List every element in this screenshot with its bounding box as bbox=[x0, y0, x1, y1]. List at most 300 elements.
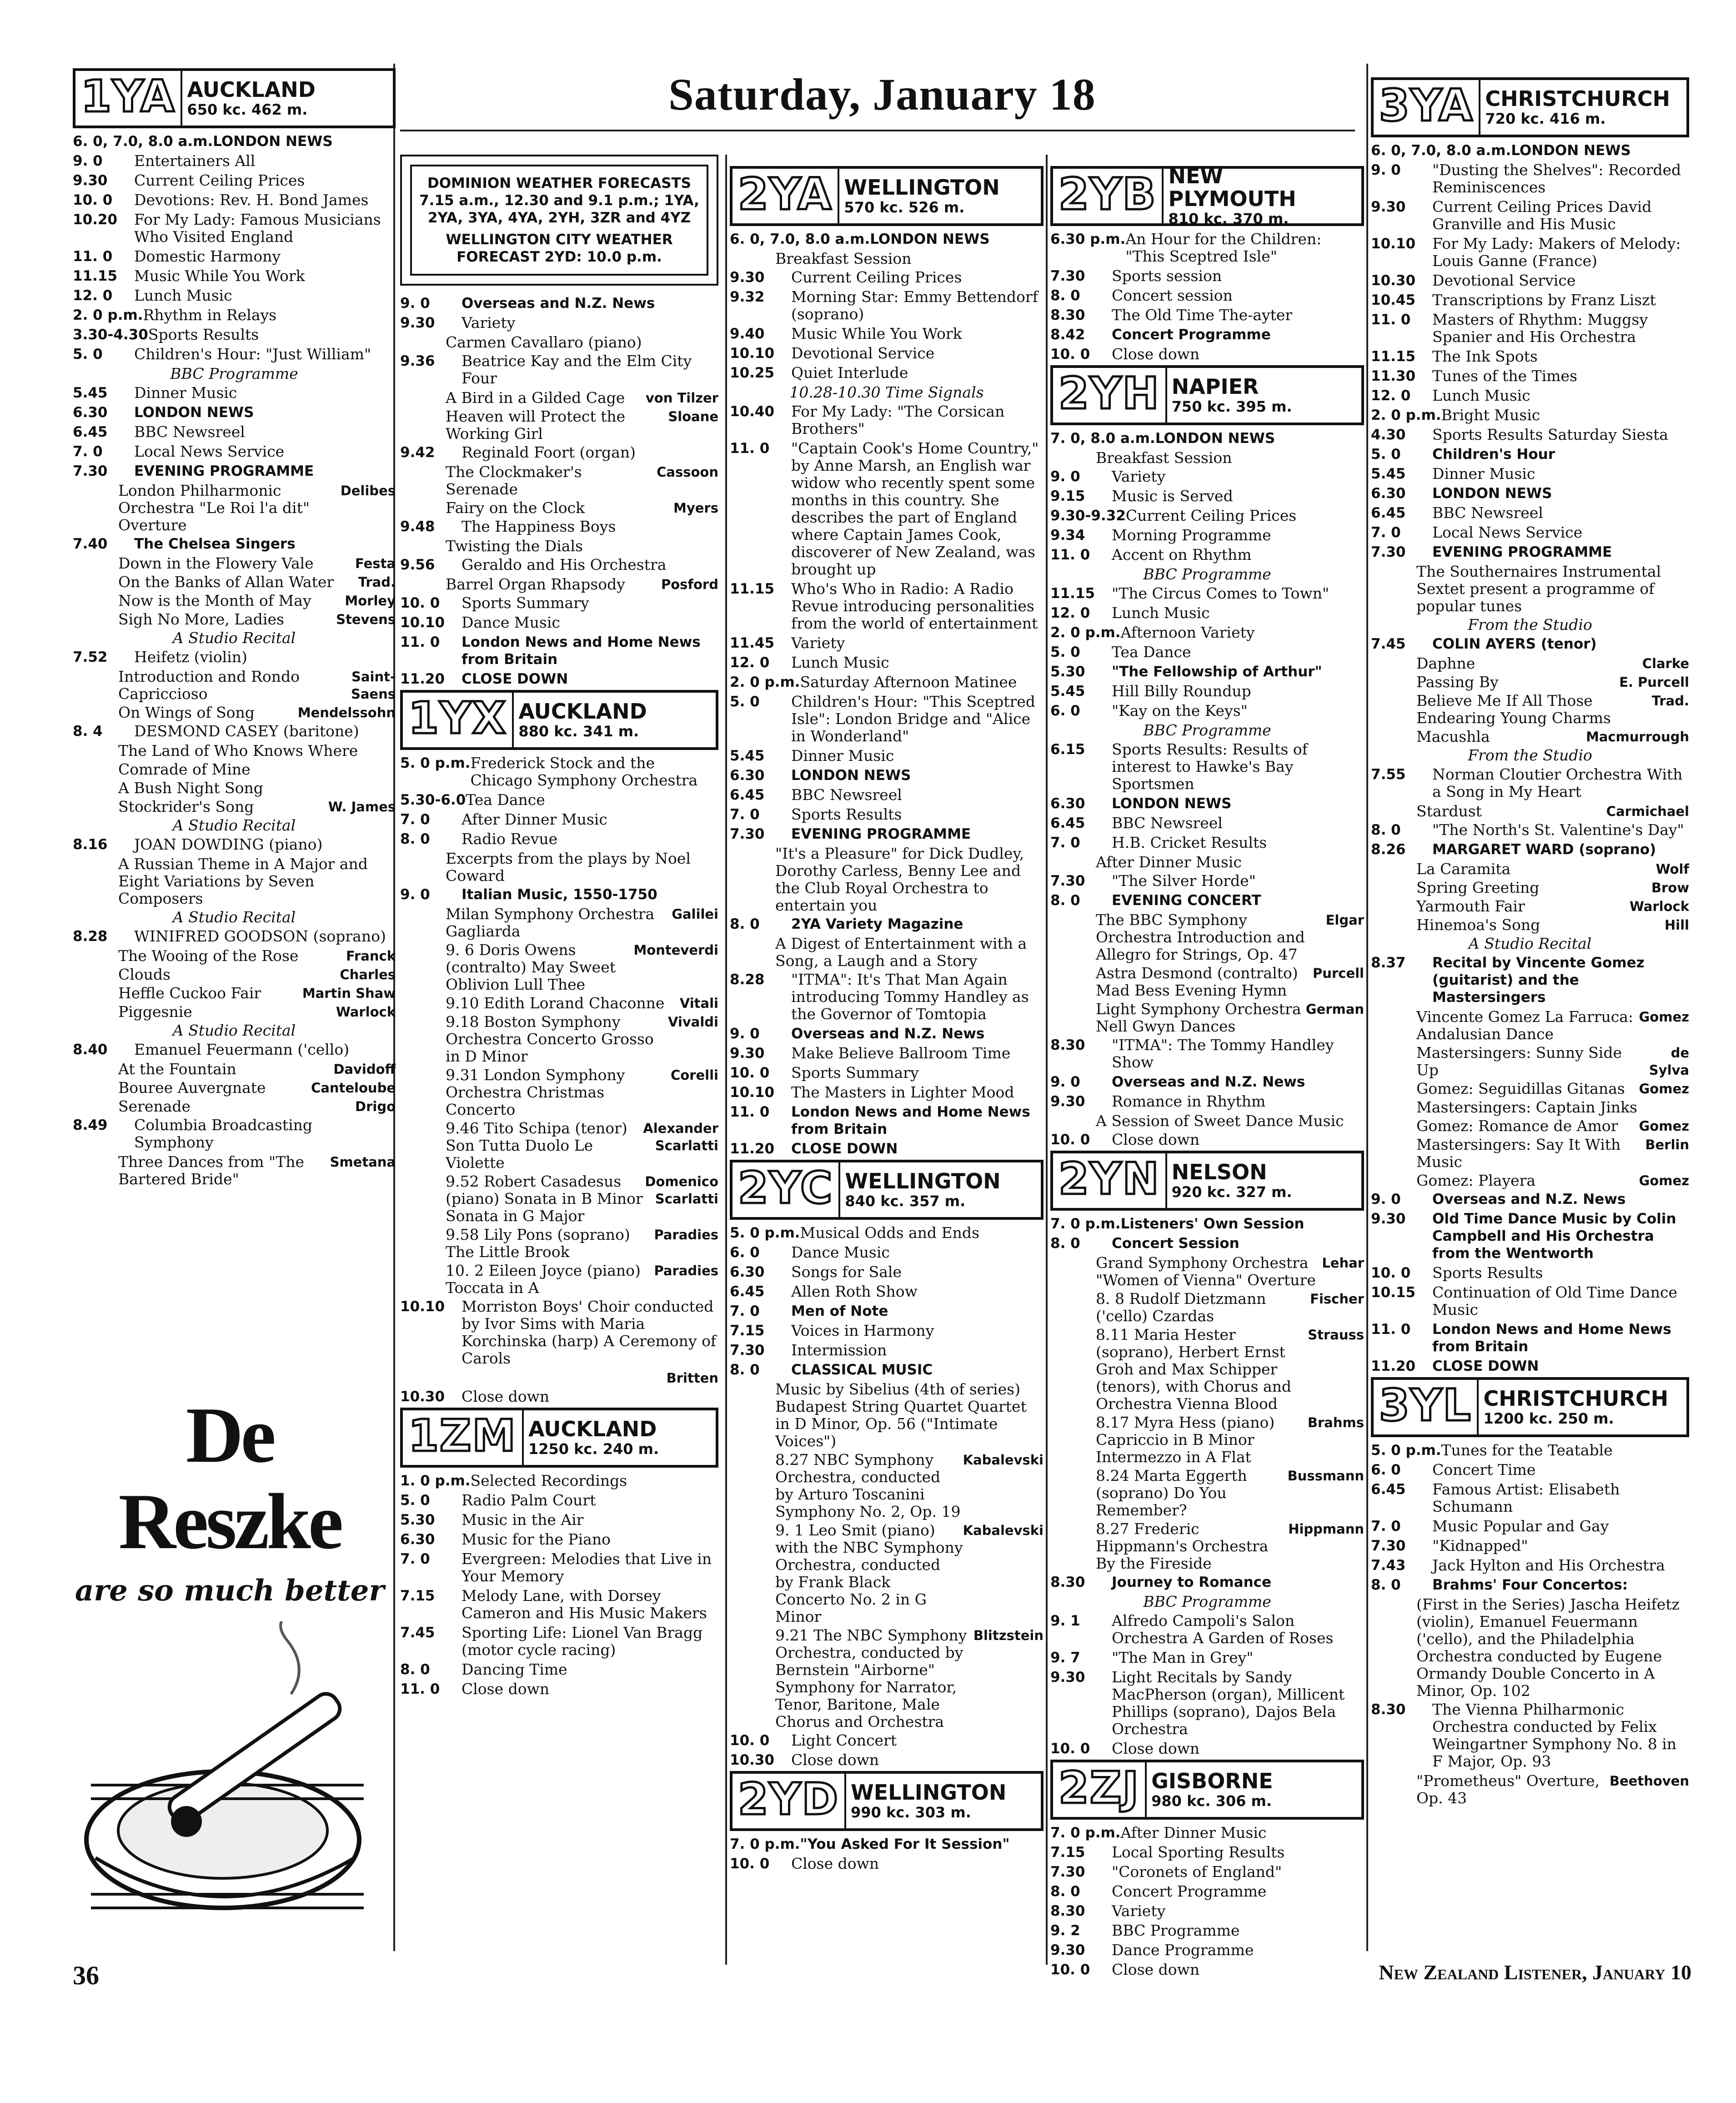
program-time: 11.20 bbox=[730, 1141, 775, 1157]
program-note: A Studio Recital bbox=[172, 629, 296, 647]
program-entry bbox=[730, 269, 1044, 286]
program-title: Close down bbox=[1112, 345, 1200, 363]
program-item-composer: Saint-Saens bbox=[351, 669, 396, 702]
program-title: Listeners' Own Session bbox=[1120, 1216, 1305, 1232]
program-entry bbox=[400, 1587, 718, 1622]
program-title: The Vienna Philharmonic Orchestra conducted by Felix Weingartner Symphony No. 8 in F Major, Op. 93 bbox=[1432, 1701, 1677, 1770]
program-item-title: 9. 6 Doris Owens (contralto) May Sweet Oblivion Lull Thee bbox=[446, 941, 616, 993]
column-divider bbox=[1046, 155, 1048, 1965]
program-time: 7.45 bbox=[1371, 636, 1406, 652]
program-entry bbox=[400, 811, 718, 828]
program-entry bbox=[730, 1263, 1044, 1281]
program-item-title: 9. 1 Leo Smit (piano) with the NBC Symphony Orchestra, conducted by Frank Black Concerto No. 2 in G Minor bbox=[775, 1521, 963, 1625]
program-time: 6.30 bbox=[73, 404, 108, 421]
program-entry bbox=[1371, 1210, 1689, 1262]
program-title: London News and Home News from Britain bbox=[1432, 1321, 1671, 1355]
program-time: 10. 0 bbox=[730, 1732, 770, 1749]
program-item bbox=[1371, 728, 1689, 745]
program-title: Sports Summary bbox=[462, 594, 589, 612]
station-call-sign: 3YL bbox=[1374, 1380, 1479, 1434]
program-time: 8.49 bbox=[73, 1117, 108, 1133]
program-title: Concert Programme bbox=[1112, 327, 1271, 343]
program-item bbox=[400, 1120, 718, 1172]
program-item-title: A Bush Night Song bbox=[118, 779, 263, 797]
program-item-title: The Clockmaker's Serenade bbox=[446, 463, 582, 498]
program-time: 7.40 bbox=[73, 536, 108, 552]
program-time: 6. 0, 7.0, 8.0 a.m. bbox=[73, 133, 213, 150]
program-title: Overseas and N.Z. News bbox=[791, 1026, 985, 1042]
program-time: 7. 0 bbox=[730, 1303, 760, 1319]
program-time: 8.30 bbox=[1371, 1701, 1406, 1718]
program-entry bbox=[1050, 1649, 1364, 1666]
program-entry bbox=[1050, 267, 1364, 285]
station-city: WELLINGTON bbox=[845, 1169, 1001, 1193]
program-item-title: Gomez: Playera bbox=[1416, 1172, 1536, 1189]
program-title: Music Popular and Gay bbox=[1432, 1517, 1609, 1535]
program-title: "Dusting the Shelves": Recorded Reminiscences bbox=[1432, 161, 1681, 196]
program-title: DESMOND CASEY (baritone) bbox=[134, 722, 359, 740]
program-time: 11.15 bbox=[1371, 348, 1416, 365]
program-item-title: Breakfast Session bbox=[1096, 449, 1232, 467]
program-entry bbox=[73, 211, 396, 246]
program-item bbox=[400, 906, 718, 940]
program-item bbox=[1371, 674, 1689, 691]
program-time: 7. 0, 8.0 a.m. bbox=[1050, 430, 1155, 447]
program-time: 7. 0 bbox=[400, 1551, 430, 1567]
program-item-composer: Trad. bbox=[1651, 693, 1689, 709]
program-time: 6.30 p.m. bbox=[1050, 231, 1126, 247]
program-time: 10.30 bbox=[730, 1752, 775, 1768]
program-title: Evergreen: Melodies that Live in Your Memory bbox=[462, 1550, 712, 1585]
program-time: 7.55 bbox=[1371, 766, 1406, 783]
program-item bbox=[400, 389, 718, 407]
program-time: 5. 0 p.m. bbox=[400, 755, 471, 771]
program-item-composer: Fischer bbox=[1310, 1291, 1364, 1307]
program-entry bbox=[1371, 407, 1689, 424]
program-entry bbox=[1050, 1036, 1364, 1071]
program-item bbox=[400, 499, 718, 517]
program-item-title: "It's a Pleasure" for Dick Dudley, Dorothy Carless, Benny Lee and the Club Royal Orchestra to entertain you bbox=[775, 845, 1024, 914]
program-time: 2. 0 p.m. bbox=[730, 674, 800, 690]
station-city: AUCKLAND bbox=[518, 699, 647, 724]
program-entry bbox=[1050, 892, 1364, 909]
program-time: 2. 0 p.m. bbox=[1371, 407, 1441, 423]
program-item-composer: Vivaldi bbox=[668, 1014, 718, 1030]
station-call-sign: 2YN bbox=[1053, 1153, 1167, 1208]
program-title: BBC Newsreel bbox=[1432, 504, 1543, 522]
program-entry bbox=[730, 747, 1044, 765]
program-entry bbox=[73, 723, 396, 740]
program-entry bbox=[1050, 683, 1364, 700]
program-item-title: 8.11 Maria Hester (soprano), Herbert Ernst Groh and Max Schipper (tenors), with Chorus and Orchestra Vienna Blood bbox=[1096, 1326, 1292, 1413]
program-entry bbox=[730, 654, 1044, 671]
station-call-sign: 2YH bbox=[1053, 368, 1167, 423]
program-item-title: Barrel Organ Rhapsody bbox=[446, 575, 625, 593]
program-entry bbox=[1371, 1518, 1689, 1535]
program-entry bbox=[730, 1140, 1044, 1157]
station-frequency: 650 kc. 462 m. bbox=[187, 101, 308, 118]
column-divider bbox=[725, 155, 727, 1965]
program-entry bbox=[1371, 1576, 1689, 1594]
program-item bbox=[1371, 916, 1689, 934]
program-item bbox=[400, 1173, 718, 1225]
program-item-composer: Galilei bbox=[672, 906, 718, 922]
program-title: Radio Revue bbox=[462, 830, 558, 848]
program-title: Close down bbox=[791, 1855, 879, 1872]
program-entry bbox=[73, 346, 396, 363]
program-title: "The Fellowship of Arthur" bbox=[1112, 664, 1322, 680]
program-item bbox=[400, 941, 718, 993]
program-title: An Hour for the Children: "This Sceptred Isle" bbox=[1125, 230, 1322, 265]
program-item-title: Now is the Month of May bbox=[118, 592, 311, 609]
program-title: Tunes for the Teatable bbox=[1441, 1441, 1613, 1459]
program-item-title: Excerpts from the plays by Noel Coward bbox=[446, 850, 691, 885]
program-entry bbox=[1371, 1358, 1689, 1375]
program-entry bbox=[1050, 1215, 1364, 1233]
program-title: "ITMA": It's That Man Again introducing Tommy Handley as the Governor of Tomtopia bbox=[791, 971, 1029, 1023]
program-title: Overseas and N.Z. News bbox=[462, 295, 655, 312]
program-item bbox=[73, 1153, 396, 1188]
program-item bbox=[73, 592, 396, 609]
program-title: BBC Newsreel bbox=[134, 423, 245, 441]
program-title: "You Asked For It Session" bbox=[800, 1836, 1010, 1852]
program-entry bbox=[1371, 1191, 1689, 1208]
program-time: 9. 0 bbox=[400, 295, 430, 312]
program-item-title: Mastersingers: Captain Jinks bbox=[1416, 1098, 1637, 1116]
station-header-1yx bbox=[400, 690, 718, 750]
program-title: "Coronets of England" bbox=[1112, 1863, 1282, 1881]
station-frequency: 880 kc. 341 m. bbox=[518, 723, 639, 740]
program-title: Local News Service bbox=[1432, 523, 1583, 541]
program-item-title: Introduction and Rondo Capriccioso bbox=[118, 668, 300, 703]
program-time: 6.15 bbox=[1050, 741, 1085, 758]
program-entry bbox=[1050, 585, 1364, 602]
program-title: After Dinner Music bbox=[462, 810, 607, 828]
program-item bbox=[1371, 898, 1689, 915]
program-time: 6.45 bbox=[730, 787, 765, 803]
program-note: From the Studio bbox=[1468, 616, 1592, 634]
program-item-composer: Warlock bbox=[1629, 899, 1689, 914]
program-time: 11. 0 bbox=[1371, 1321, 1411, 1338]
program-entry bbox=[730, 806, 1044, 823]
program-time: 5. 0 p.m. bbox=[730, 1225, 800, 1241]
program-item-title: Gomez: Seguidillas Gitanas bbox=[1416, 1080, 1625, 1097]
program-time: 10. 0 bbox=[400, 595, 440, 611]
program-time: 10.20 bbox=[73, 211, 118, 228]
program-item bbox=[400, 463, 718, 498]
program-entry bbox=[1050, 815, 1364, 832]
program-item-title: Stockrider's Song bbox=[118, 798, 254, 815]
program-time: 12. 0 bbox=[1050, 605, 1090, 621]
program-item-title: Sigh No More, Ladies bbox=[118, 610, 284, 628]
program-entry bbox=[1050, 231, 1364, 265]
program-time: 10.30 bbox=[400, 1389, 445, 1405]
program-item-title: 8.17 Myra Hess (piano) Capriccio in B Minor Intermezzo in A Flat bbox=[1096, 1414, 1275, 1466]
program-title: MARGARET WARD (soprano) bbox=[1432, 841, 1656, 858]
program-entry bbox=[1371, 1557, 1689, 1574]
program-item bbox=[730, 250, 1044, 267]
program-time: 10. 0 bbox=[1050, 1741, 1090, 1757]
program-time: 8. 0 bbox=[1050, 1883, 1080, 1900]
station-info bbox=[839, 169, 1041, 223]
program-title: Concert Session bbox=[1112, 1235, 1239, 1252]
station-call-sign: 2YD bbox=[733, 1774, 846, 1828]
program-item bbox=[400, 995, 718, 1012]
program-title: Sports Results Saturday Siesta bbox=[1432, 426, 1668, 443]
program-time: 6. 0, 7.0, 8.0 a.m. bbox=[1371, 142, 1511, 159]
program-title: Sports Results: Results of interest to Hawke's Bay Sportsmen bbox=[1112, 740, 1308, 793]
program-entry bbox=[73, 928, 396, 945]
program-item bbox=[73, 1061, 396, 1078]
program-title: Quiet Interlude bbox=[791, 364, 908, 382]
program-time: 5. 0 bbox=[1371, 446, 1401, 463]
program-entry bbox=[73, 1041, 396, 1058]
program-time: 11. 0 bbox=[730, 440, 770, 457]
program-item-title: At the Fountain bbox=[118, 1060, 236, 1078]
program-time: 8. 0 bbox=[1371, 822, 1401, 838]
program-item bbox=[1050, 1290, 1364, 1325]
program-entry bbox=[730, 1751, 1044, 1769]
program-note: BBC Programme bbox=[1143, 1593, 1271, 1610]
program-entry bbox=[1371, 1442, 1689, 1459]
program-time: 5. 0 bbox=[730, 694, 760, 710]
column-2ya-2yc-2yd bbox=[730, 166, 1044, 1875]
program-item-title: Comrade of Mine bbox=[118, 760, 251, 778]
program-entry bbox=[73, 191, 396, 209]
program-entry bbox=[730, 231, 1044, 248]
station-frequency: 840 kc. 357 m. bbox=[845, 1192, 966, 1210]
program-time: 10. 0 bbox=[73, 192, 113, 208]
program-item-composer: Smetana bbox=[330, 1154, 396, 1170]
program-title: Variety bbox=[462, 314, 516, 332]
station-frequency: 720 kc. 416 m. bbox=[1485, 110, 1606, 127]
program-entry bbox=[1050, 546, 1364, 563]
program-item-title: Clouds bbox=[118, 966, 171, 983]
program-entry bbox=[730, 580, 1044, 632]
program-title: Concert Programme bbox=[1112, 1882, 1267, 1900]
program-entry bbox=[730, 786, 1044, 804]
program-entry bbox=[400, 830, 718, 848]
program-time: 6. 0 bbox=[1371, 1462, 1401, 1478]
program-item-composer: Purcell bbox=[1313, 966, 1364, 981]
program-time: 9.15 bbox=[1050, 488, 1085, 504]
program-item bbox=[1371, 655, 1689, 672]
program-time: 6.45 bbox=[73, 424, 108, 440]
program-entry bbox=[730, 325, 1044, 342]
program-item-composer: Strauss bbox=[1308, 1327, 1364, 1343]
program-entry bbox=[400, 670, 718, 688]
weather-forecast-inner bbox=[410, 165, 708, 276]
program-time: 5.45 bbox=[1371, 466, 1406, 482]
program-time: 8. 0 bbox=[1050, 892, 1080, 909]
program-time: 7. 0 bbox=[400, 811, 430, 828]
program-time: 11.15 bbox=[1050, 585, 1095, 602]
program-item-composer: Warlock bbox=[336, 1004, 396, 1020]
program-time: 10.10 bbox=[730, 1084, 775, 1101]
program-title: Famous Artist: Elisabeth Schumann bbox=[1432, 1480, 1620, 1515]
ad-slogan: are so much better bbox=[75, 1574, 385, 1608]
program-item-composer: Gomez bbox=[1639, 1081, 1689, 1097]
program-entry bbox=[1371, 465, 1689, 483]
program-entry bbox=[1371, 311, 1689, 346]
program-time: 9.32 bbox=[730, 289, 765, 305]
program-item-composer: Canteloube bbox=[311, 1080, 396, 1096]
page-title: Saturday, January 18 bbox=[668, 69, 1096, 120]
column-2yb-2yh-2yn-2zj bbox=[1050, 166, 1364, 1981]
column-weather-1yx-1zm bbox=[400, 155, 718, 1700]
program-note: A Studio Recital bbox=[1468, 935, 1592, 952]
station-city: NEW PLYMOUTH bbox=[1168, 164, 1296, 211]
program-entry bbox=[1371, 1537, 1689, 1555]
program-entry bbox=[1050, 663, 1364, 680]
program-entry bbox=[1371, 485, 1689, 502]
program-entry bbox=[1371, 161, 1689, 196]
program-time: 10.10 bbox=[400, 1298, 445, 1315]
program-item-title: Bouree Auvergnate bbox=[118, 1079, 266, 1097]
program-title: Bright Music bbox=[1441, 406, 1540, 424]
program-time: 8.30 bbox=[1050, 1903, 1085, 1919]
program-entry bbox=[400, 614, 718, 631]
program-time: 9.30 bbox=[400, 315, 435, 331]
program-time: 6.30 bbox=[400, 1531, 435, 1548]
program-time: 4.30 bbox=[1371, 427, 1406, 443]
program-entry bbox=[1050, 430, 1364, 447]
program-entry bbox=[730, 1303, 1044, 1320]
program-time: 6.45 bbox=[730, 1283, 765, 1300]
program-item-title: Heaven will Protect the Working Girl bbox=[446, 408, 626, 443]
program-time: 8. 0 bbox=[400, 1661, 430, 1678]
program-title: CLOSE DOWN bbox=[462, 671, 568, 687]
program-item bbox=[400, 1226, 718, 1261]
program-title: Devotions: Rev. H. Bond James bbox=[134, 191, 369, 209]
program-title: Music for the Piano bbox=[462, 1530, 611, 1548]
program-entry bbox=[400, 634, 718, 668]
program-entry bbox=[73, 326, 396, 343]
program-note: A Studio Recital bbox=[172, 1021, 296, 1039]
program-title: Lunch Music bbox=[1432, 387, 1530, 404]
program-title: CLASSICAL MUSIC bbox=[791, 1362, 933, 1378]
program-item-title: Macushla bbox=[1416, 728, 1490, 745]
program-entry bbox=[73, 267, 396, 285]
program-title: H.B. Cricket Results bbox=[1112, 834, 1267, 851]
program-item bbox=[73, 574, 396, 591]
station-info bbox=[1167, 1153, 1361, 1208]
program-item-composer: Morley bbox=[345, 593, 396, 609]
program-item-title: A Session of Sweet Dance Music bbox=[1096, 1112, 1344, 1130]
program-item bbox=[1050, 1414, 1364, 1466]
program-item bbox=[1371, 1044, 1689, 1079]
program-entry bbox=[400, 444, 718, 461]
program-title: Songs for Sale bbox=[791, 1263, 902, 1281]
station-header-1ya bbox=[73, 68, 396, 128]
program-item-composer: Stevens bbox=[336, 612, 396, 627]
program-title: Columbia Broadcasting Symphony bbox=[134, 1116, 313, 1151]
program-time: 7.15 bbox=[1050, 1844, 1085, 1861]
program-entry bbox=[1371, 954, 1689, 1006]
program-item bbox=[400, 1262, 718, 1297]
program-item-composer: Festa bbox=[355, 556, 396, 571]
program-entry bbox=[1050, 468, 1364, 485]
program-entry bbox=[400, 352, 718, 387]
program-entry bbox=[1371, 1264, 1689, 1282]
program-time: 8.42 bbox=[1050, 327, 1085, 343]
station-info bbox=[840, 1162, 1041, 1217]
program-time: 11. 0 bbox=[400, 1681, 440, 1697]
program-time: 8. 0 bbox=[1371, 1577, 1401, 1593]
program-title: JOAN DOWDING (piano) bbox=[134, 835, 323, 853]
program-item-composer: Wolf bbox=[1656, 861, 1689, 877]
station-city: AUCKLAND bbox=[187, 77, 316, 102]
program-entry bbox=[730, 1084, 1044, 1101]
program-entry bbox=[400, 886, 718, 903]
program-item-composer: Martin Shaw bbox=[302, 986, 396, 1001]
program-item-composer: Bussmann bbox=[1287, 1468, 1364, 1484]
program-title: The Masters in Lighter Mood bbox=[791, 1083, 1014, 1101]
program-entry bbox=[400, 518, 718, 535]
program-title: Transcriptions by Franz Liszt bbox=[1432, 291, 1656, 309]
program-title: Allen Roth Show bbox=[791, 1283, 918, 1300]
program-title: LONDON NEWS bbox=[870, 231, 990, 247]
program-item-title: Twisting the Dials bbox=[446, 537, 583, 555]
program-time: 10.30 bbox=[1371, 272, 1416, 289]
program-item-composer: Elgar bbox=[1325, 912, 1364, 928]
program-entry bbox=[730, 674, 1044, 691]
station-frequency: 810 kc. 370 m. bbox=[1168, 210, 1289, 227]
column-divider bbox=[1366, 64, 1368, 1951]
program-title: Overseas and N.Z. News bbox=[1112, 1074, 1305, 1090]
program-item-composer: Davidoff bbox=[333, 1062, 396, 1077]
program-item bbox=[73, 555, 396, 572]
program-title: Morning Programme bbox=[1112, 526, 1271, 544]
program-entry bbox=[730, 1322, 1044, 1339]
program-time: 9.30 bbox=[1050, 1669, 1085, 1685]
program-entry bbox=[1050, 1574, 1364, 1591]
program-time: 7.30 bbox=[730, 1342, 765, 1358]
program-title: Heifetz (violin) bbox=[134, 648, 247, 666]
program-title: CLOSE DOWN bbox=[1432, 1358, 1539, 1374]
program-entry bbox=[1371, 446, 1689, 463]
program-entry bbox=[730, 1855, 1044, 1872]
program-title: "The Circus Comes to Town" bbox=[1112, 584, 1330, 602]
program-time: 8.28 bbox=[73, 928, 108, 945]
program-time: 9.30 bbox=[730, 269, 765, 286]
program-title: Concert session bbox=[1112, 287, 1233, 304]
program-item bbox=[73, 611, 396, 628]
program-entry bbox=[1050, 604, 1364, 622]
program-item-composer: Delibes bbox=[340, 483, 396, 498]
program-entry bbox=[1050, 872, 1364, 890]
program-item-composer: Corelli bbox=[671, 1067, 718, 1083]
program-entry bbox=[1371, 1701, 1689, 1770]
program-item bbox=[73, 966, 396, 983]
program-item-composer: Lehar bbox=[1322, 1255, 1364, 1271]
program-title: Men of Note bbox=[791, 1303, 888, 1319]
program-note: BBC Programme bbox=[1143, 721, 1271, 739]
program-item bbox=[400, 576, 718, 593]
program-time: 7.43 bbox=[1371, 1557, 1406, 1574]
program-time: 3.30-4.30 bbox=[73, 327, 148, 343]
program-entry bbox=[1371, 367, 1689, 385]
program-title: Brahms' Four Concertos: bbox=[1432, 1577, 1628, 1593]
program-time: 8. 0 bbox=[730, 1362, 760, 1378]
station-info bbox=[514, 693, 716, 747]
program-item-title: 9.18 Boston Symphony Orchestra Concerto Grosso in D Minor bbox=[446, 1013, 654, 1065]
program-entry bbox=[400, 1531, 718, 1548]
program-item-title: London Philharmonic Orchestra "Le Roi l'a dit" Overture bbox=[118, 482, 310, 534]
program-item-title: Breakfast Session bbox=[775, 250, 912, 267]
program-entry bbox=[1371, 841, 1689, 858]
program-item bbox=[73, 704, 396, 721]
